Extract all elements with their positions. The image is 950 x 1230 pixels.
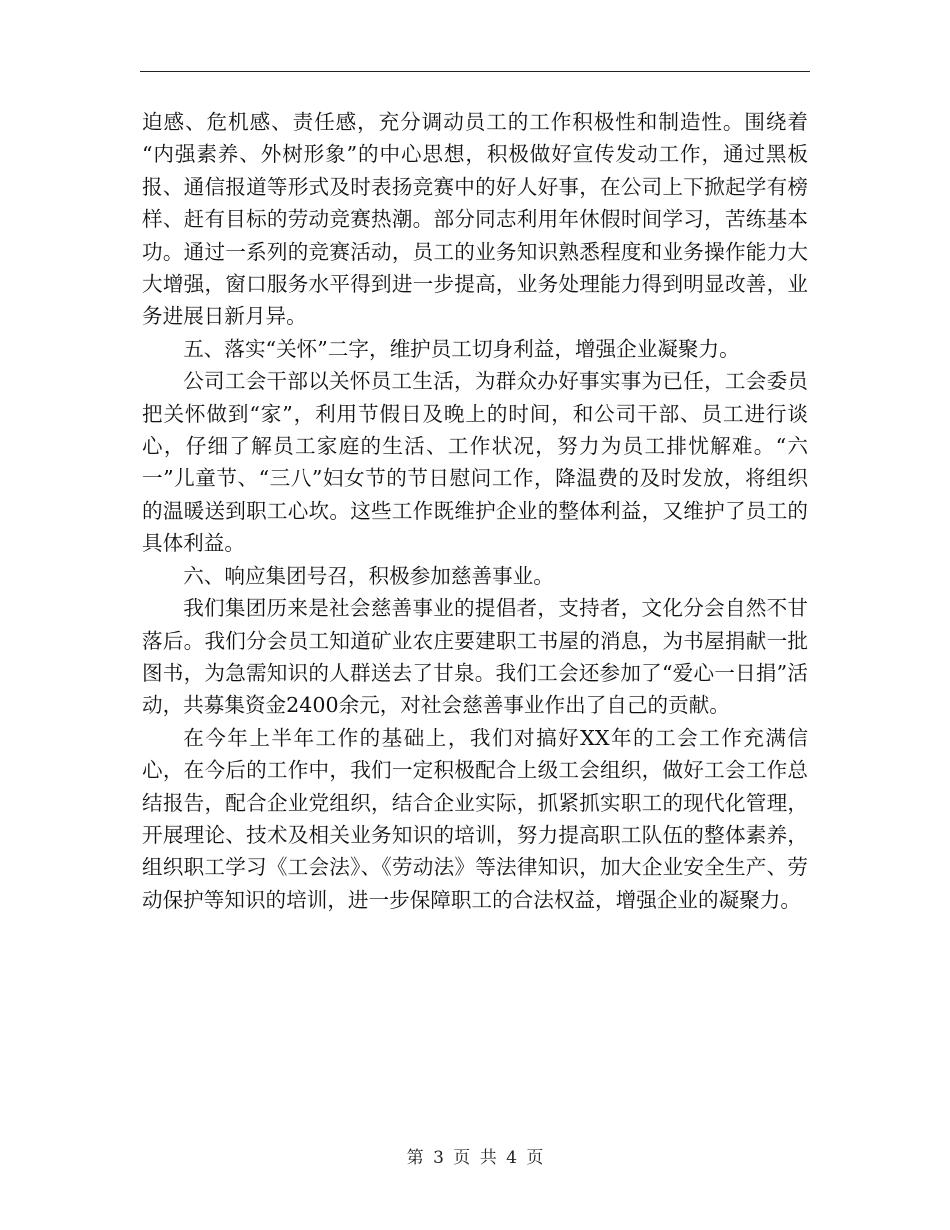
page-footer (0, 1146, 950, 1170)
paragraph-charity-details: 我们集团历来是社会慈善事业的提倡者，支持者，文化分会自然不甘落后。我们分会员工知道矿业农庄要建职工书屋的消息，为书屋捐献一批图书，为急需知识的人群送去了甘泉。我们工会还参加了“爱心一日捐”活动，共募集资金2400余元，对社会慈善事业作出了自己的贡献。 (142, 596, 808, 718)
paragraph-continuation: 迫感、危机感、责任感，充分调动员工的工作积极性和制造性。围绕着 “内强素养、外树形象”的中心思想，积极做好宣传发动工作，通过黑板报、通信报道等形式及时表扬竞赛中的好人好事，在公司上下掀起学有榜样、赶有目标的劳动竞赛热潮。部分同志利用年休假时间学习，苦练基本功。通过一系列的竞赛活动，员工的业务知识熟悉程度和业务操作能力大大增强，窗口服务水平得到进一步提高，业务处理能力得到明显改善，业务进展日新月异。 (142, 110, 808, 329)
document-body (142, 106, 808, 916)
header-rule (140, 71, 810, 72)
page-number-label: 第 3 页 共 4 页 (406, 1148, 544, 1168)
section-heading-charity: 六、响应集团号召，积极参加慈善事业。 (183, 563, 554, 588)
paragraph-conclusion: 在今年上半年工作的基础上，我们对搞好XX年的工会工作充满信心，在今后的工作中，我们一定积极配合上级工会组织，做好工会工作总结报告，配合企业党组织，结合企业实际，抓紧抓实职工的现代化管理，开展理论、技术及相关业务知识的培训，努力提高职工队伍的整体素养，组织职工学习《工会法》、《劳动法》等法律知识，加大企业安全生产、劳动保护等知识的培训，进一步保障职工的合法权益，增强企业的凝聚力。 (142, 725, 808, 912)
paragraph-care-details: 公司工会干部以关怀员工生活，为群众办好事实事为已任，工会委员把关怀做到“家”，利用节假日及晚上的时间，和公司干部、员工进行谈心，仔细了解员工家庭的生活、工作状况，努力为员工排忧解难。“六一”儿童节、“三八”妇女节的节日慰问工作，降温费的及时发放，将组织的温暖送到职工心坎。这些工作既维护企业的整体利益，又维护了员工的具体利益。 (142, 369, 808, 556)
section-heading-care: 五、落实“关怀”二字，维护员工切身利益，增强企业凝聚力。 (183, 336, 740, 361)
